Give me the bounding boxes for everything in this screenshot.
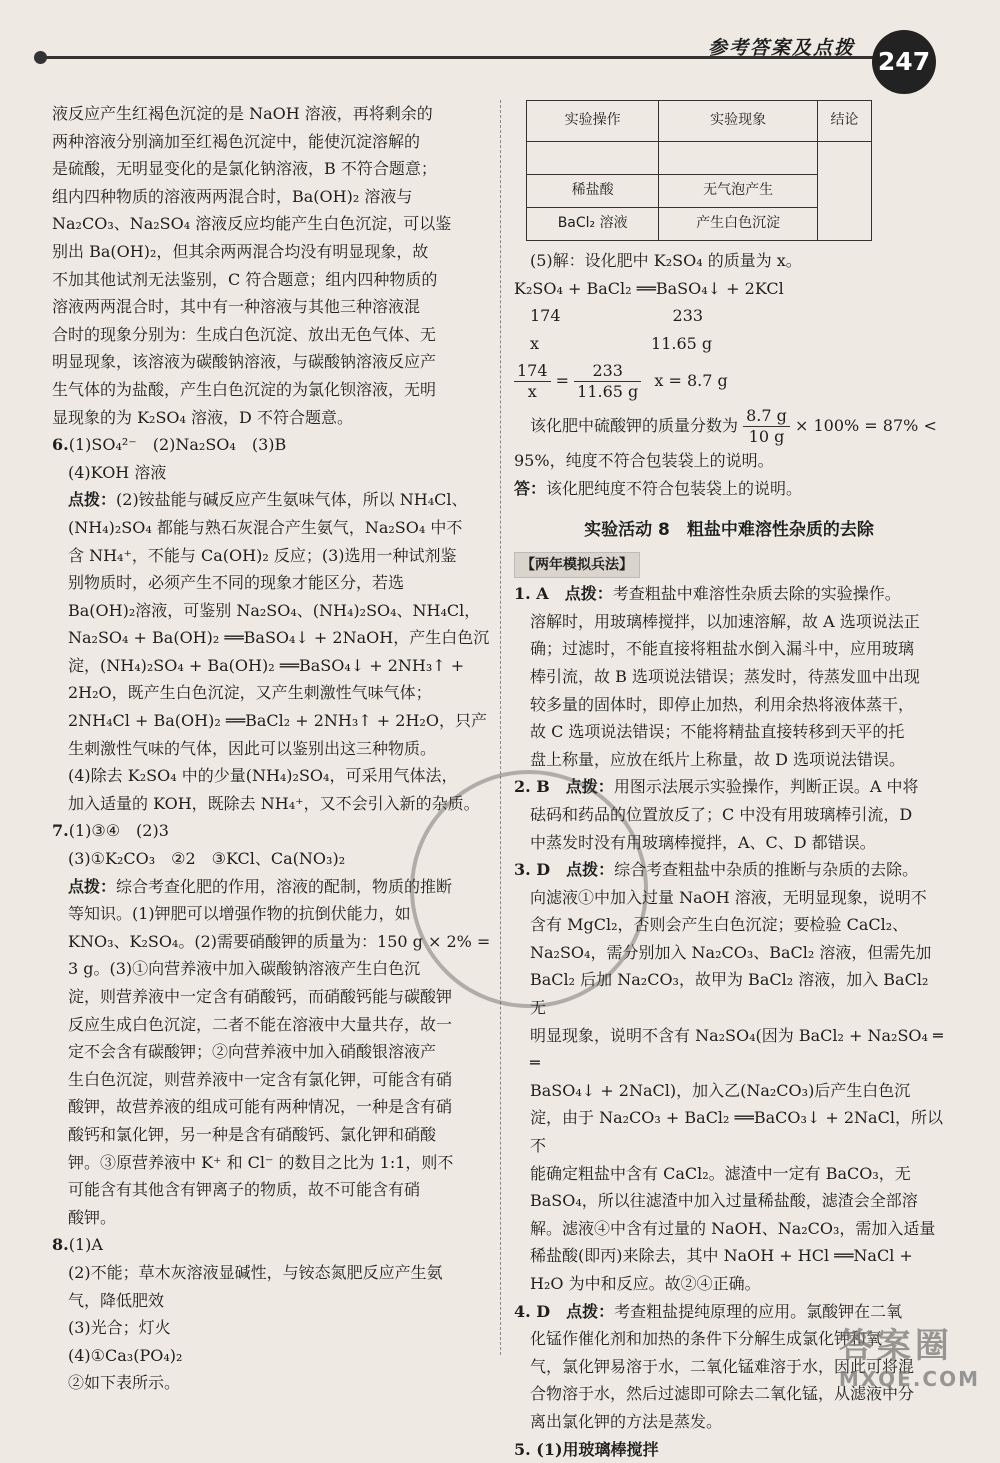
watermark-logo-text: 答案圈 (838, 1326, 953, 1366)
text-line: 钾。③原营养液中 K⁺ 和 Cl⁻ 的数目之比为 1:1，则不 (68, 1152, 454, 1172)
answer-line: (4)KOH 溶液 (68, 462, 167, 482)
table-header: 实验操作 (527, 101, 659, 142)
text-line: (2)铵盐能与碱反应产生氨味气体，所以 NH₄Cl、 (116, 490, 468, 510)
text-line: 酸钾。 (68, 1207, 117, 1227)
answer-line: (1)A (68, 1235, 103, 1255)
fraction-numerator: 233 (574, 361, 641, 382)
answer-1 (514, 580, 944, 773)
table-cell: BaCl₂ 溶液 (527, 208, 659, 241)
table-cell: 稀盐酸 (527, 175, 659, 208)
text-line: 95%，纯度不符合包装袋上的说明。 (514, 451, 774, 471)
text-line: 棒引流，故 B 选项说法错误；蒸发时，待蒸发皿中出现 (530, 666, 920, 686)
molar-mass-line: 174 233 (530, 306, 704, 326)
text-line: 确；过滤时，不能直接将粗盐水倒入漏斗中，应用玻璃 (530, 639, 915, 659)
text-line: 含 NH₄⁺，不能与 Ca(OH)₂ 反应；(3)选用一种试剂鉴 (68, 545, 457, 565)
fraction-numerator: 174 (514, 361, 551, 382)
text-line: 不加其他试剂无法鉴别，C 符合题意；组内四种物质的 (52, 269, 438, 289)
table-header: 实验现象 (659, 101, 818, 142)
answer-line: (3)光合；灯火 (68, 1318, 171, 1338)
text-line: 考查粗盐提纯原理的应用。氯酸钾在二氧 (614, 1301, 903, 1321)
text-line: 盘上称量，应放在纸片上称量，故 D 选项说法错误。 (530, 749, 906, 769)
text-line: KNO₃、K₂SO₄。(2)需要硝酸钾的质量为：150 g × 2% = (68, 931, 491, 951)
table-cell: 产生白色沉淀 (659, 208, 818, 241)
text-line: 故 C 选项说法错误；不能将精盐直接转移到天平的托 (530, 722, 905, 742)
text-line: 定不会含有碳酸钾；②向营养液中加入硝酸银溶液产 (68, 1042, 437, 1062)
text-line: 可能含有其他含有钾离子的物质，故不可能含有硝 (68, 1180, 421, 1200)
text-line: 离出氯化钾的方法是蒸发。 (530, 1411, 723, 1431)
watermark (839, 1318, 980, 1391)
text-line: 生刺激性气味的气体，因此可以鉴别出这三种物质。 (68, 738, 437, 758)
text-line: BaSO₄，所以往滤渣中加入过量稀盐酸，滤渣会全部溶 (530, 1191, 918, 1211)
answer-line: ②如下表所示。 (68, 1373, 181, 1393)
text-line: 生气体的为盐酸，产生白色沉淀的为氯化钡溶液，无明 (52, 379, 437, 399)
table-cell (817, 142, 871, 241)
chemical-equation: K₂SO₄ + BaCl₂ ══BaSO₄↓ + 2KCl (514, 278, 784, 298)
percentage-line (514, 406, 944, 447)
text-line: Na₂CO₃、Na₂SO₄ 溶液反应均能产生白色沉淀，可以鉴 (52, 214, 452, 234)
text-line: 化锰作催化剂和加热的条件下分解生成氯化钾和氧 (530, 1329, 883, 1349)
text-line: 气，氯化钾易溶于水，二氧化锰难溶于水，因此可将混 (530, 1356, 915, 1376)
text-line: BaSO₄↓ + 2NaCl)，加入乙(Na₂CO₃)后产生白色沉 (530, 1080, 911, 1100)
table-cell: 无气泡产生 (659, 175, 818, 208)
text-line: × 100% = 87% < (794, 416, 937, 436)
question-head: 2. B 点拨： (514, 777, 614, 797)
answer-line: (1)SO₄²⁻ (2)Na₂SO₄ (3)B (68, 435, 287, 455)
question-number: 7. (52, 821, 69, 841)
answer-line: (3)①K₂CO₃ ②2 ③KCl、Ca(NO₃)₂ (68, 849, 346, 869)
experiment-table (526, 100, 872, 241)
text-line: 两种溶液分别滴加至红褐色沉淀中，能使沉淀溶解的 (52, 131, 421, 151)
ratio-equation (514, 361, 944, 402)
text-line: 考查粗盐中难溶性杂质去除的实验操作。 (612, 584, 901, 604)
text-line: 该化肥纯度不符合包装袋上的说明。 (546, 478, 803, 498)
fraction (743, 406, 790, 447)
text-line: 生白色沉淀，则营养液中一定含有氯化钾，可能含有硝 (68, 1069, 453, 1089)
text-line: 溶解时，用玻璃棒搅拌，以加速溶解，故 A 选项说法正 (530, 611, 920, 631)
text-line: 综合考查化肥的作用，溶液的配制，物质的推断 (116, 876, 453, 896)
question-8 (52, 1231, 492, 1397)
answer-line: 气，降低肥效 (68, 1290, 165, 1310)
tip-label: 点拨： (68, 876, 117, 896)
text-line: 反应生成白色沉淀，二者不能在溶液中大量共存，故一 (68, 1014, 453, 1034)
question-head: 4. D 点拨： (514, 1301, 615, 1321)
text-line: 明显现象，该溶液为碳酸钠溶液，与碳酸钠溶液反应产 (52, 352, 437, 372)
text-line: 用图示法展示实验操作，判断正误。A 中将 (613, 777, 919, 797)
text-line: 3 g。(3)①向营养液中加入碳酸钠溶液产生白色沉 (68, 959, 421, 979)
text-line: 合时的现象分别为：生成白色沉淀、放出无色气体、无 (52, 324, 437, 344)
text-line: 综合考查粗盐中杂质的推断与杂质的去除。 (614, 860, 919, 880)
equals-sign: = (555, 371, 575, 391)
text-line: 稀盐酸(即丙)来除去，其中 NaOH + HCl ══NaCl + (530, 1246, 913, 1266)
fraction-denominator: 11.65 g (577, 382, 639, 402)
answer-line: (4)①Ca₃(PO₄)₂ (68, 1345, 183, 1365)
section-tag: 【两年模拟兵法】 (514, 552, 640, 578)
question-number: 8. (52, 1235, 69, 1255)
ratio-result: x = 8.7 g (654, 371, 728, 391)
text-line: Ba(OH)₂溶液，可鉴别 Na₂SO₄、(NH₄)₂SO₄、NH₄Cl， (68, 600, 481, 620)
text-line: H₂O 为中和反应。故②④正确。 (530, 1274, 761, 1293)
text-line: 2H₂O，既产生白色沉淀，又产生刺激性气味气体； (68, 683, 432, 703)
answer-line: (1)③④ (2)3 (68, 821, 169, 841)
text-line: Na₂SO₄，需分别加入 Na₂CO₃、BaCl₂ 溶液，但需先加 (530, 942, 932, 962)
fraction-numerator: 8.7 g (743, 406, 790, 427)
text-line: 合物溶于水，然后过滤即可除去二氧化锰，从滤液中分 (530, 1384, 915, 1404)
continuation-paragraph (52, 100, 492, 431)
fraction (514, 361, 551, 402)
text-line: 别出 Ba(OH)₂，但其余两两混合均没有明显现象，故 (52, 241, 429, 261)
header-title: 参考答案及点拨 (708, 37, 856, 59)
question-6 (52, 431, 492, 817)
text-line: 淀，则营养液中一定含有硝酸钙，而硝酸钙能与碳酸钾 (68, 987, 453, 1006)
text-line: 该化肥中硫酸钾的质量分数为 (530, 416, 739, 436)
question-number: 6. (52, 435, 69, 455)
text-line: 2NH₄Cl + Ba(OH)₂ ══BaCl₂ + 2NH₃↑ + 2H₂O，只产 (68, 711, 487, 731)
text-line: BaCl₂ 后加 Na₂CO₃，故甲为 BaCl₂ 溶液，加入 BaCl₂ 无 (530, 970, 929, 1018)
mass-line: x 11.65 g (530, 333, 713, 353)
column-divider (500, 100, 501, 1355)
calc-intro: (5)解：设化肥中 K₂SO₄ 的质量为 x。 (530, 251, 802, 270)
text-line: 能确定粗盐中含有 CaCl₂。滤渣中一定有 BaCO₃，无 (530, 1163, 911, 1183)
text-line: 向滤液①中加入过量 NaOH 溶液，无明显现象，说明不 (530, 887, 927, 907)
text-line: 含有 MgCl₂，否则会产生白色沉淀；要检验 CaCl₂、 (530, 915, 909, 935)
text-line: 等知识。(1)钾肥可以增强作物的抗倒伏能力，如 (68, 904, 411, 924)
tip-label: 点拨： (68, 490, 117, 510)
fraction-denominator: 10 g (748, 427, 785, 447)
text-line: 较多量的固体时，即停止加热，利用余热将液体蒸干， (530, 694, 915, 714)
text-line: 淀，由于 Na₂CO₃ + BaCl₂ ══BaCO₃↓ + 2NaCl，所以不 (530, 1108, 943, 1156)
text-line: 加入适量的 KOH，既除去 NH₄⁺，又不会引入新的杂质。 (68, 793, 480, 813)
text-line: 显现象的为 K₂SO₄ 溶液，D 不符合题意。 (52, 407, 353, 427)
answer-5: 5. (1)用玻璃棒搅拌 (514, 1439, 659, 1459)
question-head: 1. A 点拨： (514, 584, 613, 604)
text-line: 明显现象，说明不含有 Na₂SO₄(因为 BaCl₂ + Na₂SO₄ ══ (530, 1025, 943, 1073)
text-line: 液反应产生红褐色沉淀的是 NaOH 溶液，再将剩余的 (52, 104, 433, 123)
section-title: 实验活动 8 粗盐中难溶性杂质的去除 (584, 519, 874, 540)
text-line: 淀，(NH₄)₂SO₄ + Ba(OH)₂ ══BaSO₄↓ + 2NH₃↑ + (68, 655, 465, 675)
fraction-denominator: x (527, 382, 537, 402)
page-number-badge: 247 (872, 30, 936, 94)
answer-line: (2)不能；草木灰溶液显碱性，与铵态氮肥反应产生氨 (68, 1262, 443, 1282)
table-header: 结论 (817, 101, 871, 142)
question-head: 3. D 点拨： (514, 860, 615, 880)
text-line: 别物质时，必须产生不同的现象才能区分，若选 (68, 573, 405, 593)
left-column (52, 100, 492, 1397)
text-line: 是硫酸，无明显变化的是氯化钠溶液，B 不符合题意； (52, 159, 437, 179)
text-line: (4)除去 K₂SO₄ 中的少量(NH₄)₂SO₄，可采用气体法， (68, 766, 458, 786)
text-line: 酸钾，故营养液的组成可能有两种情况，一种是含有硝 (68, 1097, 453, 1117)
text-line: 酸钙和氯化钾，另一种是含有硝酸钙、氯化钾和硝酸 (68, 1124, 437, 1144)
text-line: (NH₄)₂SO₄ 都能与熟石灰混合产生氨气，Na₂SO₄ 中不 (68, 517, 463, 537)
text-line: 解。滤液④中含有过量的 NaOH、Na₂CO₃，需加入适量 (530, 1218, 936, 1238)
calculation-block (514, 247, 944, 503)
answer-label: 答： (514, 478, 547, 498)
text-line: Na₂SO₄ + Ba(OH)₂ ══BaSO₄↓ + 2NaOH，产生白色沉 (68, 628, 490, 648)
text-line: 砝码和药品的位置放反了；C 中没有用玻璃棒引流，D (530, 804, 913, 824)
text-line: 中蒸发时没有用玻璃棒搅拌，A、C、D 都错误。 (530, 832, 876, 852)
table-cell (527, 142, 659, 175)
text-line: 溶液两两混合时，其中有一种溶液与其他三种溶液混 (52, 297, 421, 317)
table-cell (659, 142, 818, 175)
fraction (574, 361, 641, 402)
text-line: 组内四种物质的溶液两两混合时，Ba(OH)₂ 溶液与 (52, 186, 413, 206)
watermark-url: MXQE.COM (838, 1367, 980, 1391)
